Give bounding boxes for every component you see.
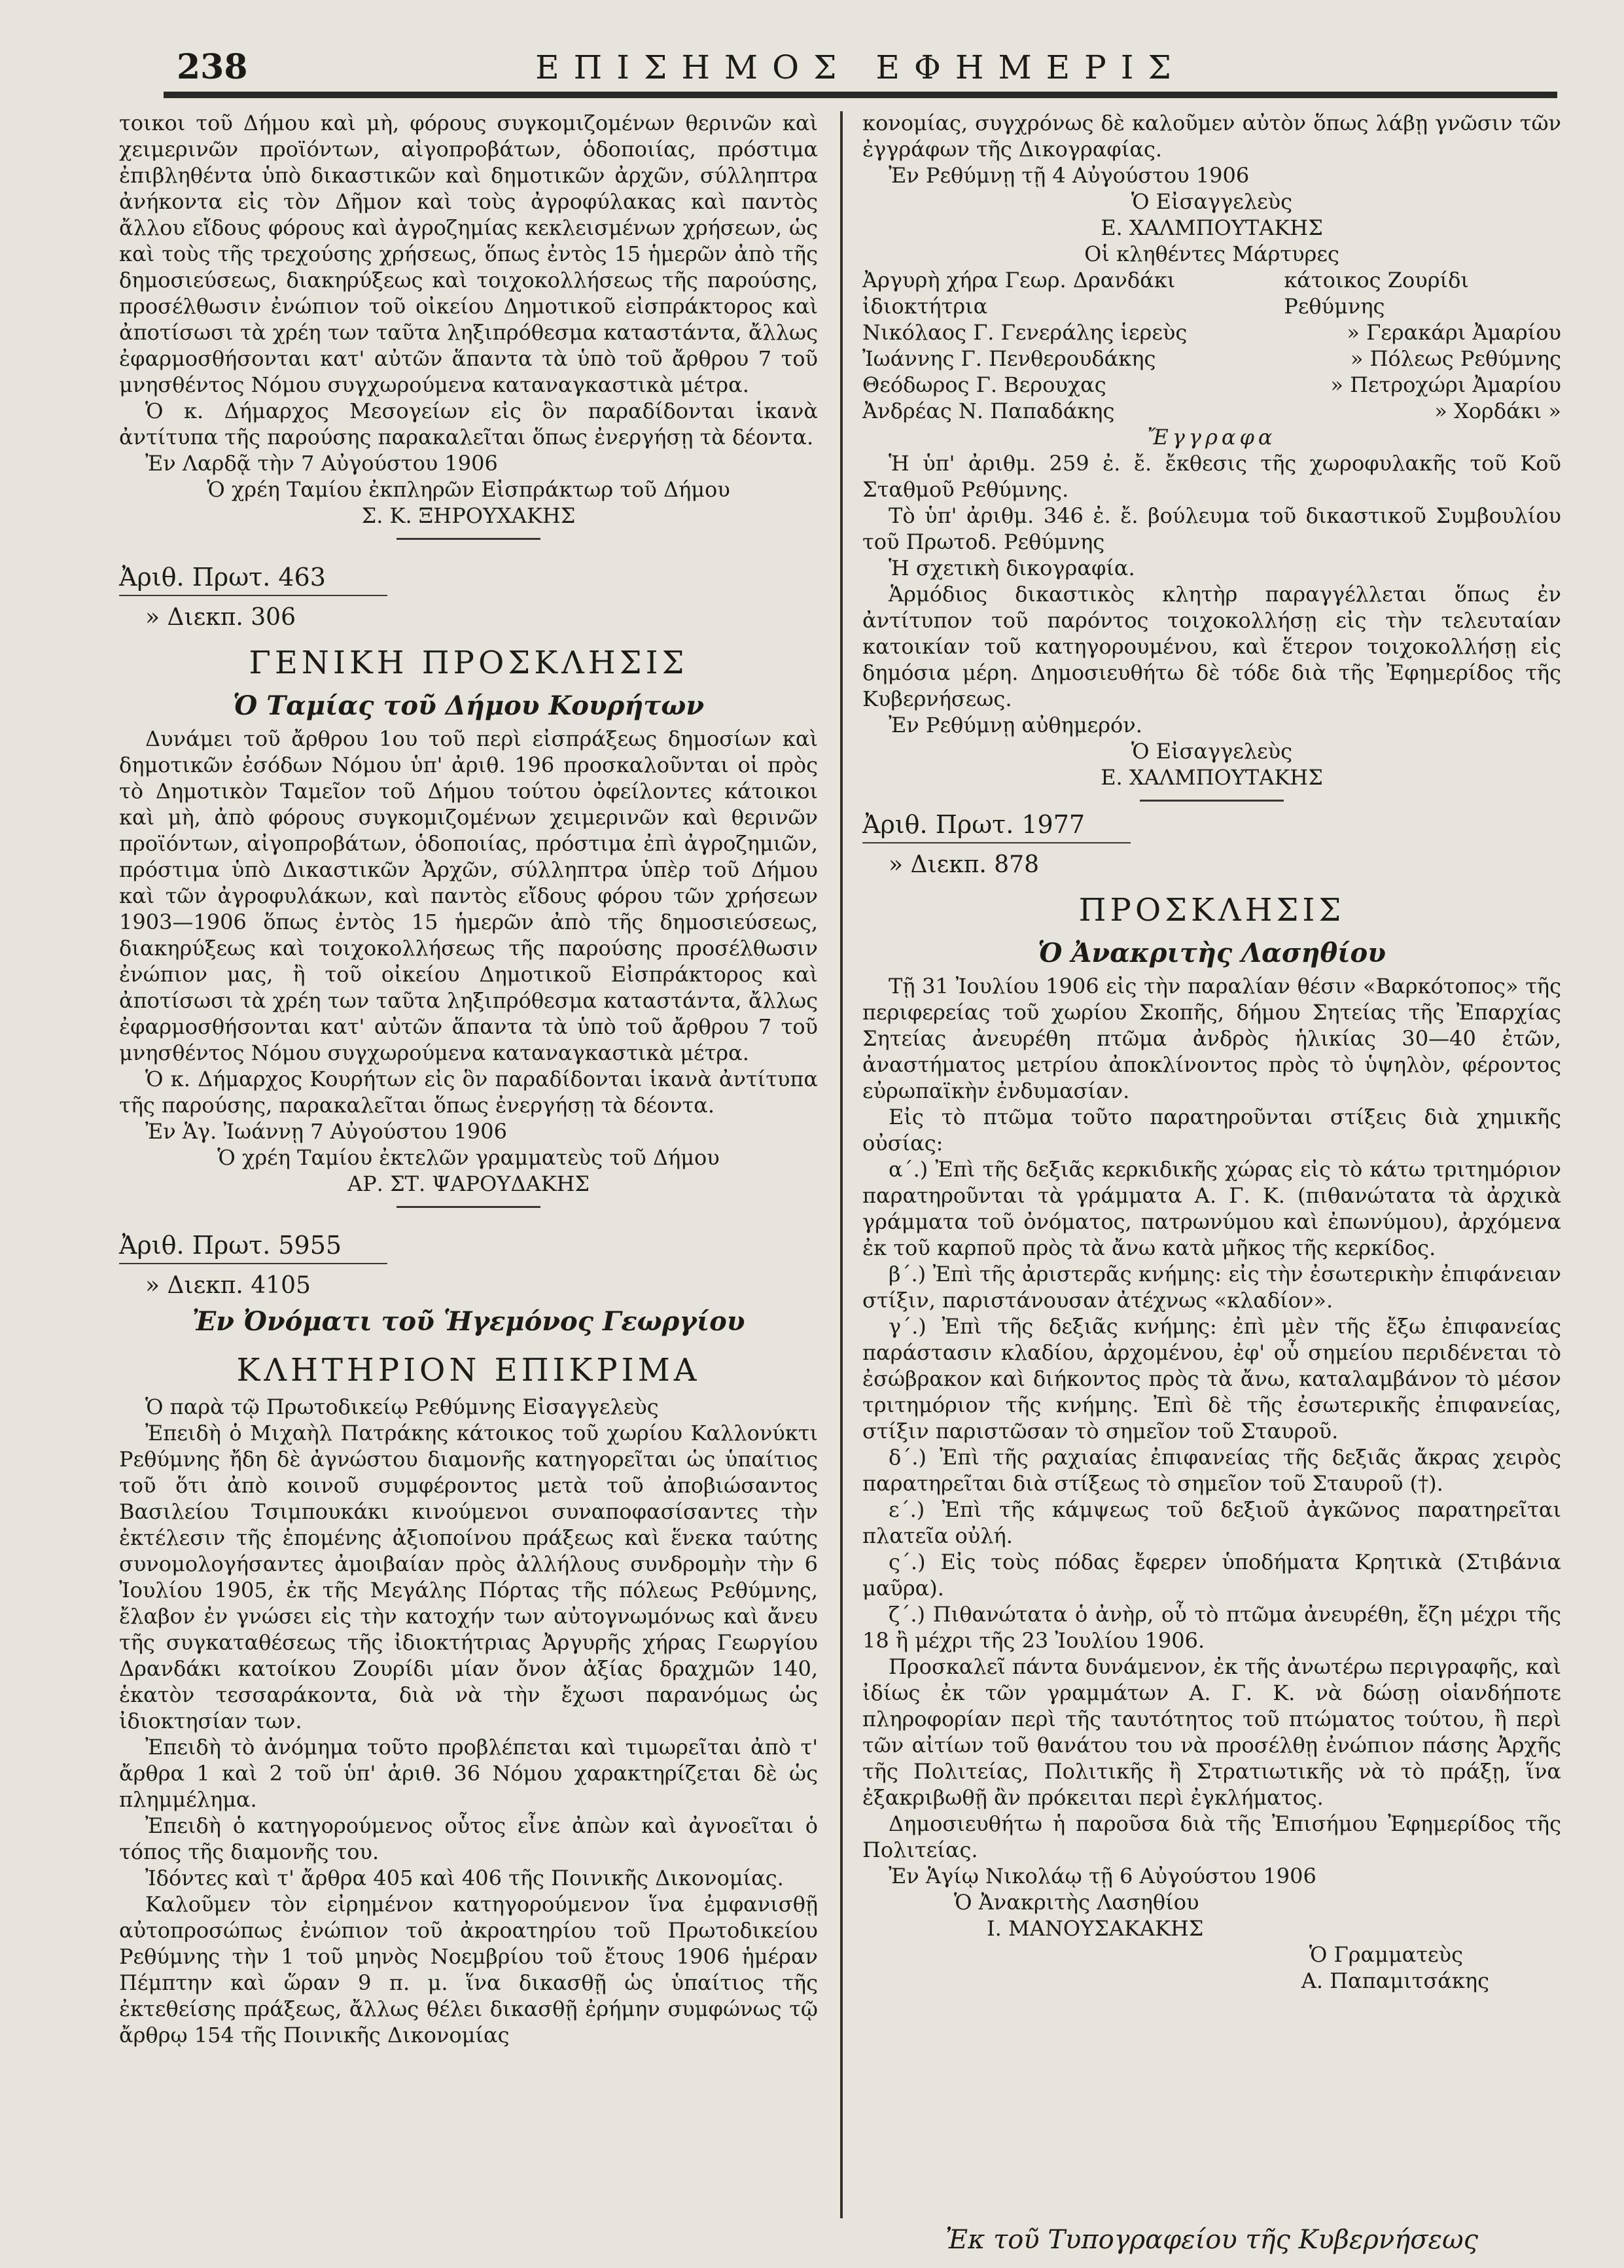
signatory-name: Σ. Κ. ΞΗΡΟΥΧΑΚΗΣ [361, 503, 576, 528]
paragraph: ς΄.) Εἰς τοὺς πόδας ἔφερεν ὑποδήματα Κρητικὰ (Στιβάνια μαῦρα). [862, 1550, 1561, 1601]
paragraph: Καλοῦμεν τὸν εἰρημένον κατηγορούμενον ἵνα ἐμφανισθῇ αὐτοπροσώπως ἐνώπιον τοῦ ἀκροατηρίου τοῦ Πρωτοδικείου Ρεθύμνης τὴν 1 τοῦ μηνὸς Νοεμβρίου τοῦ ἔτους 1906 ἡμέραν Πέμπτην καὶ ὥραν 9 π. μ. ἵνα δικασθῇ ὡς ὑπαίτιος τῆς ἐκτεθείσης πράξεως, ἄλλως θέλει δικασθῇ ἐρήμην συμφώνως τῷ ἄρθρῳ 154 τῆς Ποινικῆς Δικονομίας [119, 1892, 818, 2047]
witness-name: Νικόλαος Γ. Γενεράλης ἱερεὺς [862, 320, 1188, 345]
notice-subtitle: Ὁ Ταμίας τοῦ Δήμου Κουρήτων [232, 690, 705, 721]
dispatch-number: » Διεκπ. 4105 [145, 1272, 311, 1299]
newspaper-title: ΕΠΙΣΗΜΟΣ ΕΦΗΜΕΡΙΣ [535, 48, 1186, 86]
separator [397, 1206, 540, 1208]
paragraph: α΄.) Ἐπὶ τῆς δεξιᾶς κερκιδικῆς χώρας εἰς τὸ κάτω τριτημόριον παρατηροῦνται τὰ γράμματα Α. Γ. Κ. (πιθανώτατα τὰ ἀρχικὰ γράμματα τοῦ ὀνόματος, πατρωνύμου καὶ ἐπωνύμου), ἀρχόμενα ἐκ τοῦ καρποῦ πρὸς τὰ ἄνω κατὰ μῆκος τῆς κερκίδος. [862, 1157, 1561, 1260]
signatory-name: Ε. ΧΑΛΜΠΟΥΤΑΚΗΣ [1101, 215, 1323, 240]
paragraph: γ΄.) Ἐπὶ τῆς δεξιᾶς κνήμης: ἐπὶ μὲν τῆς ἔξω ἐπιφανείας παράστασιν κλαδίου, ἀρχομένου, ἐφ' οὗ σημείου περιδένεται τὸ ἐσώβρακον καὶ διήκοντος πρὸς τὰ ἄνω, καταλαμβάνον τὸ μέσον τριτημόριον τῆς κνήμης. Ἐπὶ δὲ τῆς ἐσωτερικῆς ἐπιφανείας, στίξιν παριστῶσαν τὸ σημεῖον τοῦ Σταυροῦ. [862, 1314, 1561, 1444]
notice-title: ΚΛΗΤΗΡΙΟΝ ΕΠΙΚΡΙΜΑ [236, 1352, 701, 1389]
protocol-number: Ἀριθ. Πρωτ. 1977 [862, 810, 1086, 839]
signatory-title: Ὁ Εἰσαγγελεὺς [1131, 189, 1293, 214]
paragraph: Δυνάμει τοῦ ἄρθρου 1ου τοῦ περὶ εἰσπράξεως δημοσίων καὶ δημοτικῶν ἐσόδων Νόμου ὑπ' ἀριθ. 196 προσκαλοῦνται οἱ πρὸς τὸ Δημοτικὸν Ταμεῖον τοῦ Δήμου τούτου ὀφείλοντες κάτοικοι καὶ μὴ, ἀπὸ φόρους συγκομιζομένων χειμερινῶν καὶ θερινῶν προϊόντων, αἰγοπροβάτων, ὁδοποιίας, πρόστιμα ἐπὶ ἀγροζημιῶν, πρόστιμα ὑπὸ Δικαστικῶν Ἀρχῶν, σύλληπτρα ὑπὲρ τοῦ Δήμου καὶ τῶν ἀγροφυλάκων, καὶ παντὸς εἴδους φόρου τῶν χρήσεων 1903—1906 ὅπως ἐντὸς 15 ἡμερῶν ἀπὸ τῆς δημοσιεύσεως, διακηρύξεως καὶ τοιχοκολλήσεως τῆς παρούσης προσέλθωσιν ἐνώπιον μας, ἢ τοῦ οἰκείου Δημοτικοῦ Εἰσπράκτορος καὶ ἀποτίσωσι τὰ χρέη των ταῦτα ληξιπρόθεσμα καταστάντα, ἄλλως ἐφαρμοσθήσονται κατ' αὐτῶν ἅπαντα τὰ ὑπὸ τοῦ ἄρθρου 7 τοῦ μνησθέντος Νόμου συγχωρούμενα καταναγκαστικὰ μέτρα. [119, 726, 818, 1065]
witness-place: » Χορδάκι » [1434, 399, 1561, 423]
notice-date: Ἐν Ἁγίῳ Νικολάῳ τῇ 6 Αὐγούστου 1906 [889, 1864, 1316, 1888]
paragraph: β΄.) Ἐπὶ τῆς ἀριστερᾶς κνήμης: εἰς τὴν ἐσωτερικὴν ἐπιφάνειαν στίξιν, παριστάνουσαν ἀτέχνως «κλαδίον». [862, 1262, 1561, 1313]
paragraph: Ἐπειδὴ ὁ κατηγορούμενος οὗτος εἶνε ἀπὼν καὶ ἀγνοεῖται ὁ τόπος τῆς διαμονῆς του. [119, 1813, 818, 1864]
document-item: Τὸ ὑπ' ἀριθμ. 346 ἐ. ἔ. βούλευμα τοῦ δικαστικοῦ Συμβουλίου τοῦ Πρωτοδ. Ρεθύμνης [862, 503, 1561, 554]
separator [397, 538, 540, 540]
signatory-name: Ε. ΧΑΛΜΠΟΥΤΑΚΗΣ [1101, 765, 1323, 790]
number-rule [119, 1263, 387, 1264]
notice-title: ΓΕΝΙΚΗ ΠΡΟΣΚΛΗΣΙΣ [249, 645, 688, 681]
paragraph: ε΄.) Ἐπὶ τῆς κάμψεως τοῦ δεξιοῦ ἀγκῶνος παρατηρεῖται πλατεῖα οὐλή. [862, 1497, 1561, 1548]
notice-summons-continued [862, 110, 1561, 790]
paragraph: Ὁ κ. Δήμαρχος Μεσογείων εἰς ὃν παραδίδονται ἱκανὰ ἀντίτυπα τῆς παρούσης παρακαλεῖται ὅπως ἐνεργήσῃ τὰ δέοντα. [119, 399, 818, 450]
notice-subtitle: Ὁ Ἀνακριτὴς Λασηθίου [1038, 938, 1386, 968]
notice-date: Ἐν Ἁγ. Ἰωάννῃ 7 Αὐγούστου 1906 [145, 1119, 507, 1144]
secretary-title: Ὁ Γραμματεὺς [1309, 1942, 1463, 1967]
document-item: Ἡ ὑπ' ἀριθμ. 259 ἐ. ἔ. ἔκθεσις τῆς χωροφυλακῆς τοῦ Κοῦ Σταθμοῦ Ρεθύμνης. [862, 451, 1561, 502]
witness-place: » Γερακάρι Ἀμαρίου [1347, 320, 1561, 345]
dispatch-number: » Διεκπ. 878 [889, 851, 1039, 878]
paragraph: Ἰδόντες καὶ τ' ἄρθρα 405 καὶ 406 τῆς Ποινικῆς Δικονομίας. [145, 1866, 784, 1890]
notice-date: Ἐν Λαρδᾷ τὴν 7 Αὐγούστου 1906 [145, 451, 498, 476]
page-header [164, 38, 1557, 90]
column-divider [840, 111, 843, 2218]
paragraph: Ἐπειδὴ τὸ ἀνόμημα τοῦτο προβλέπεται καὶ τιμωρεῖται ἀπὸ τ' ἄρθρα 1 καὶ 2 τοῦ ὑπ' ἀριθ. 36 Νόμου χαρακτηρίζεται δὲ ὡς πλημμέλημα. [119, 1735, 818, 1812]
notice-summons-decree [119, 1228, 818, 2048]
notice-date: Ἐν Ρεθύμνῃ αὐθημερόν. [889, 713, 1142, 737]
paragraph: τοικοι τοῦ Δήμου καὶ μὴ, φόρους συγκομιζομένων θερινῶν καὶ χειμερινῶν προϊόντων, αἰγοπροβάτων, ὁδοποιίας, πρόστιμα ἐπιβληθέντα ὑπὸ δικαστικῶν καὶ δημοτικῶν ἀρχῶν, σύλληπτρα ἀνήκοντα εἰς τὸν Δῆμον καὶ τοὺς ἀγροφύλακας καὶ παντὸς ἄλλου εἴδους φόρους καὶ ἀγροζημίας κεκλεισμένων χρήσεων, ὡς καὶ τοὺς τῆς τρεχούσης χρήσεως, ὅπως ἐντὸς 15 ἡμερῶν ἀπὸ τῆς δημοσιεύσεως, διακηρύξεως καὶ τοιχοκολλήσεως τῆς παρούσης, προσέλθωσιν ἐνώπιον τοῦ οἰκείου Δημοτικοῦ εἰσπράκτορος καὶ ἀποτίσωσι τὰ χρέη των ταῦτα ληξιπρόθεσμα καταστάντα, ἄλλως ἐφαρμοσθήσονται κατ' αὐτῶν ἅπαντα τὰ ὑπὸ τοῦ ἄρθρου 7 τοῦ μνησθέντος Νόμου συγχωρούμενα καταναγκαστικὰ μέτρα. [119, 111, 818, 397]
witness-place: κάτοικος Ζουρίδι Ρεθύμνης [1284, 268, 1469, 319]
right-column [862, 110, 1561, 1994]
secretary-name: Α. Παπαμιτσάκης [1301, 1968, 1489, 1993]
document-item: Ἡ σχετικὴ δικογραφία. [889, 556, 1135, 580]
protocol-number: Ἀριθ. Πρωτ. 463 [119, 563, 326, 592]
witness-row [862, 319, 1561, 346]
witness-name: Θεόδωρος Γ. Βερουχας [862, 372, 1106, 397]
signatory-title: Ὁ Ἀνακριτὴς Λασηθίου [954, 1890, 1199, 1915]
notice-title: ΠΡΟΣΚΛΗΣΙΣ [1078, 892, 1345, 929]
notice-intro: Ὁ παρὰ τῷ Πρωτοδικείῳ Ρεθύμνης Εἰσαγγελεὺς [145, 1394, 659, 1419]
witness-place: » Πόλεως Ρεθύμνης [1350, 346, 1561, 371]
dispatch-number: » Διεκπ. 306 [145, 604, 296, 631]
page-number: 238 [177, 47, 248, 87]
witness-name: Ἀργυρὴ χήρα Γεωρ. Δρανδάκι ἰδιοκτήτρια [862, 268, 1176, 319]
printer-imprint: Ἐκ τοῦ Τυπογραφείου τῆς Κυβερνήσεως [945, 2225, 1478, 2255]
witness-row [862, 267, 1561, 319]
paragraph: Τῇ 31 Ἰουλίου 1906 εἰς τὴν παραλίαν θέσιν «Βαρκότοπος» τῆς περιφερείας τοῦ χωρίου Σκοπῆς, δήμου Σητείας τῆς Ἐπαρχίας Σητείας ἀνευρέθη πτῶμα ἀνδρὸς ἡλικίας 30—40 ἐτῶν, ἀναστήματος μετρίου ἀποκλίνοντος πρὸς τὸ ὑψηλὸν, φέροντος εὐρωπαϊκὴν ἐνδυμασίαν. [862, 974, 1561, 1103]
paragraph: Ἐπειδὴ ὁ Μιχαὴλ Πατράκης κάτοικος τοῦ χωρίου Καλλονύκτι Ρεθύμνης ἤδη δὲ ἀγνώστου διαμονῆς κατηγορεῖται ὡς ὑπαίτιος τοῦ ὅτι ἀπὸ κοινοῦ συμφέροντος μετὰ τοῦ ἀποβιώσαντος Βασιλείου Τσιμπουκάκι κινούμενοι συναποφασίσαντες τὴν ἐκτέλεσιν τῆς ἑπομένης ἀξιοποίνου πράξεως καὶ ἕνεκα ταύτης συνομολογήσαντες ἀμοιβαίαν πρὸς ἀλλήλους συνδρομὴν τὴν 6 Ἰουλίου 1905, ἐκ τῆς Μεγάλης Πόρτας τῆς πόλεως Ρεθύμνης, ἔλαβον ἐν γνώσει εἰς τὴν κατοχήν των αὐτογνωμόνως καὶ ἄνευ τῆς συγκαταθέσεως τῆς ἰδιοκτήτριας Ἀργυρῆς χήρας Γεωργίου Δρανδάκι κατοίκου Ζουρίδι μίαν ὄνον ἀξίας δραχμῶν 140, ἑκατὸν τεσσαράκοντα, διὰ νὰ τὴν ἔχωσι παρανόμως ὡς ἰδιοκτησίαν των. [119, 1421, 818, 1733]
left-column [119, 110, 818, 2048]
witness-place: » Πετροχώρι Ἀμαρίου [1330, 372, 1561, 397]
witness-header: Οἱ κληθέντες Μάρτυρες [1084, 241, 1339, 266]
signatory-title: Ὁ χρέη Ταμίου ἐκτελῶν γραμματεὺς τοῦ Δήμου [217, 1145, 720, 1170]
number-rule [862, 842, 1131, 843]
paragraph: Ἁρμόδιος δικαστικὸς κλητὴρ παραγγέλλεται ὅπως ἐν ἀντίτυπον τοῦ παρόντος τοιχοκολλήσῃ εἰς τὴν τελευταίαν κατοικίαν τοῦ κατηγορουμένου, καὶ ἕτερον τοιχοκολλήσῃ εἰς δημόσια μέρη. Δημοσιευθήτω δὲ τόδε διὰ τῆς Ἐφημερίδος τῆς Κυβερνήσεως. [862, 582, 1561, 711]
signatory-name: ΑΡ. ΣΤ. ΨΑΡΟΥΔΑΚΗΣ [347, 1171, 590, 1196]
paragraph: Ὁ κ. Δήμαρχος Κουρήτων εἰς ὃν παραδίδονται ἱκανὰ ἀντίτυπα τῆς παρούσης, παρακαλεῖται ὅπως ἐνεργήσῃ τὰ δέοντα. [119, 1067, 818, 1118]
signatory-name: Ι. ΜΑΝΟΥΣΑΚΑΚΗΣ [987, 1916, 1204, 1941]
notice-date: Ἐν Ρεθύμνῃ τῇ 4 Αὐγούστου 1906 [889, 163, 1250, 188]
paragraph: δ΄.) Ἐπὶ τῆς ραχιαίας ἐπιφανείας τῆς δεξιᾶς ἄκρας χειρὸς παρατηρεῖται διὰ στίξεως τὸ σημεῖον τοῦ Σταυροῦ (†). [862, 1445, 1561, 1496]
witness-name: Ἀνδρέας Ν. Παπαδάκης [862, 399, 1115, 423]
protocol-number: Ἀριθ. Πρωτ. 5955 [119, 1231, 342, 1260]
documents-header: Ἔγγραφα [1147, 425, 1277, 450]
paragraph: Προσκαλεῖ πάντα δυνάμενον, ἐκ τῆς ἀνωτέρω περιγραφῆς, καὶ ἰδίως ἐκ τῶν γραμμάτων Α. Γ. Κ. νὰ δώσῃ οἱανδήποτε πληροφορίαν περὶ τῆς ταυτότητος τοῦ πτώματος τούτου, ἢ περὶ τῶν αἰτίων τοῦ θανάτου του νὰ προσέλθῃ ἐνώπιον πάσης Ἀρχῆς τῆς Πολιτείας, Πολιτικῆς ἢ Στρατιωτικῆς νὰ τὸ πράξῃ, ἵνα ἐξακριβωθῇ ἂν πρόκειται περὶ ἐγκλήματος. [862, 1654, 1561, 1810]
paragraph: κονομίας, συγχρόνως δὲ καλοῦμεν αὐτὸν ὅπως λάβῃ γνῶσιν τῶν ἐγγράφων τῆς Δικογραφίας. [862, 111, 1561, 162]
witness-row [862, 372, 1561, 398]
signatory-title: Ὁ χρέη Ταμίου ἐκπληρῶν Εἰσπράκτωρ τοῦ Δήμου [207, 477, 730, 502]
notice-subtitle: Ἐν Ὀνόματι τοῦ Ἡγεμόνος Γεωργίου [192, 1306, 745, 1337]
notice-investigator-invitation [862, 807, 1561, 1994]
number-rule [119, 595, 387, 596]
signatory-title: Ὁ Εἰσαγγελεὺς [1131, 739, 1293, 764]
paragraph: ζ΄.) Πιθανώτατα ὁ ἀνὴρ, οὗ τὸ πτῶμα ἀνευρέθη, ἔζη μέχρι τῆς 18 ἢ μέχρι τῆς 23 Ἰουλίου 1906. [862, 1602, 1561, 1653]
witness-row [862, 398, 1561, 424]
notice-general-invitation [119, 559, 818, 1197]
notice-lardas [119, 110, 818, 529]
paragraph: Δημοσιευθήτω ἡ παροῦσα διὰ τῆς Ἐπισήμου Ἐφημερίδος τῆς Πολιτείας. [862, 1811, 1561, 1862]
witness-name: Ἰωάννης Γ. Πενθερουδάκης [862, 346, 1156, 371]
paragraph: Εἰς τὸ πτῶμα τοῦτο παρατηροῦνται στίξεις διὰ χημικῆς οὐσίας: [862, 1105, 1561, 1156]
witness-row [862, 346, 1561, 372]
separator [1140, 800, 1284, 802]
header-rule [164, 92, 1557, 98]
